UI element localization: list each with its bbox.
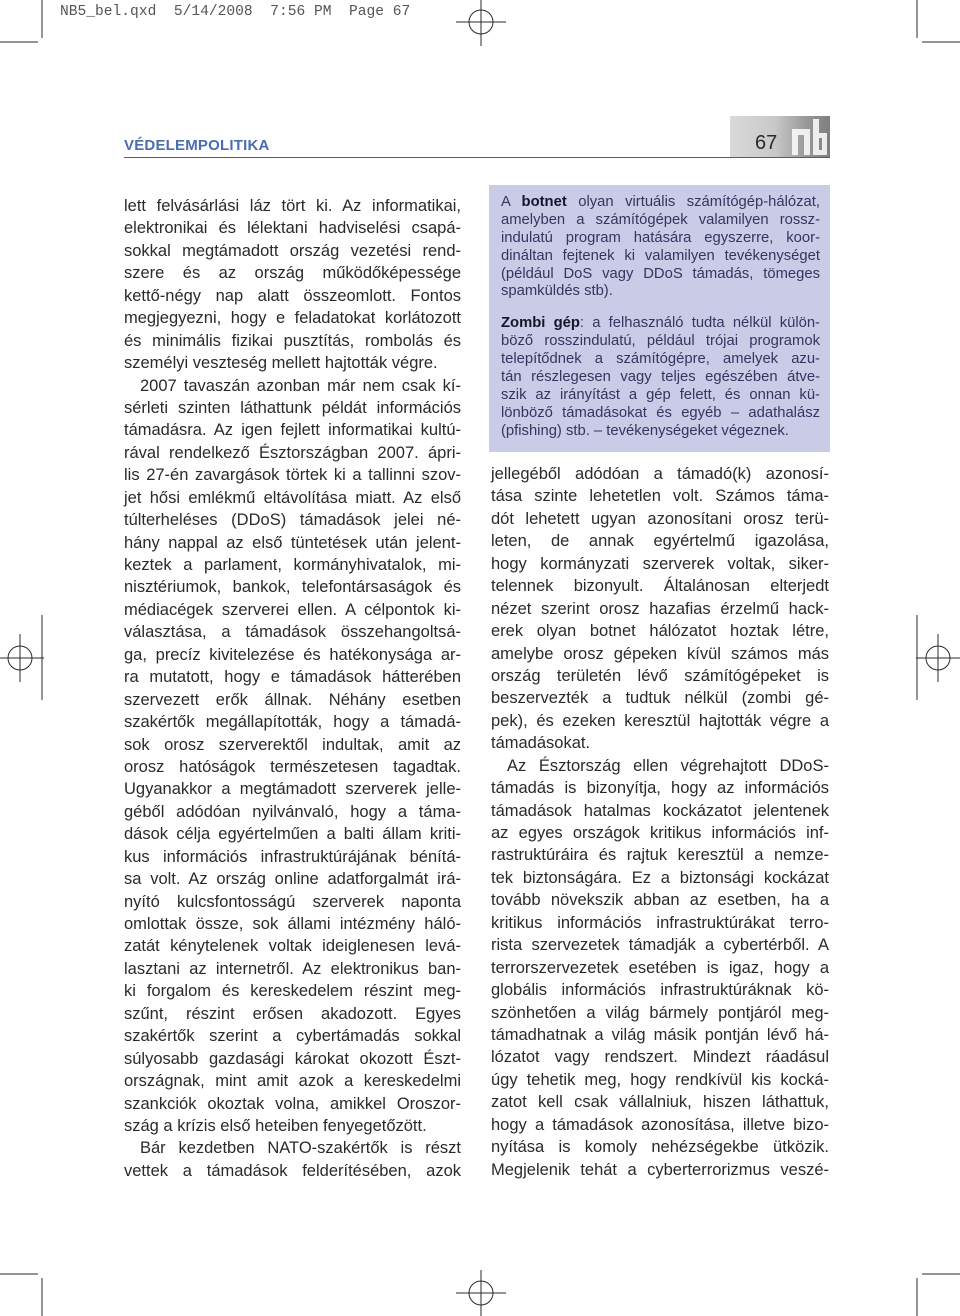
text-line: amelybe orosz gépeken kívül számos más <box>491 644 829 663</box>
text-line: Megjelenik tehát a cyberterrorizmus veszé- <box>491 1160 829 1179</box>
text-line: pek), és ezeken keresztül hajtották végre a <box>491 711 829 730</box>
logo-icon <box>790 117 830 157</box>
text-line: és minimális fizikai pusztítás, rombolás és <box>124 331 461 350</box>
text-line: szervezett erők állnak. Néhány esetben <box>124 690 461 709</box>
text-line: dások célja egyértelműen a balti állam kriti- <box>124 825 461 844</box>
text-line: Az Észtország ellen végrehajtott DDoS- <box>507 756 829 775</box>
text-line: szönhetően a világ bármely pontjáról meg- <box>491 1003 829 1022</box>
definition-line <box>501 194 820 212</box>
text-line: terrorszervezetek esetében is igaz, hogy a <box>491 958 829 977</box>
section-title: VÉDELEMPOLITIKA <box>124 137 270 154</box>
text-line: géből adódóan nyilvánvaló, hogy a táma- <box>124 802 461 821</box>
text-line: omlottak össze, sok állami intézmény háló- <box>124 915 461 933</box>
right-column <box>491 463 829 1181</box>
text-line: kettő-négy nap alatt összeomlott. Fontos <box>124 286 461 305</box>
text-line: szankciók okoztak volna, amikkel Oroszor- <box>124 1094 461 1113</box>
definition-line: amelyben a számítógépek valamilyen rossz- <box>501 211 820 228</box>
definition-line: lönböző támadásokat és egyéb – adathalász <box>501 404 820 421</box>
text-line: beszervezték a tudtuk nélkül (zombi gé- <box>491 689 829 708</box>
header-rule <box>124 157 830 158</box>
text-line: választása, a támadások összehangoltsá- <box>124 623 461 642</box>
text-line: megjegyezni, hogy e feladatokat korlátozott <box>124 309 461 328</box>
text-line: nézet szerint orosz hazafias érzelmű hack- <box>491 599 829 618</box>
text-line: jet hősi emlékmű eltávolítása miatt. Az első <box>124 488 461 507</box>
text-line: lis 27-én zavargások törtek ki a tallinni szov- <box>124 466 461 485</box>
text-line: keztek a parlament, kormányhivatalok, mi- <box>124 556 461 574</box>
definition-text: A <box>501 194 522 210</box>
text-line: hogy kormányzati szerverek voltak, siker- <box>491 554 829 573</box>
page-number: 67 <box>755 132 778 154</box>
registration-mark-bottom <box>456 1270 506 1316</box>
text-line: támadásra. Az igen fejlett informatikai kultú- <box>124 421 461 440</box>
text-line: rával rendelkező Észtországban 2007. ápri- <box>124 443 461 462</box>
text-line: szere és az ország működőképessége <box>124 264 461 283</box>
text-line: Ugyanakkor a megtámadott szerverek jelle- <box>124 780 461 799</box>
crop-mark-bottom-right <box>917 1274 960 1316</box>
paragraph <box>124 1137 461 1182</box>
definition-text: olyan virtuális számítógép-hálózat, <box>566 194 820 210</box>
definition-line <box>501 315 820 333</box>
definition-box <box>489 185 830 452</box>
registration-mark-right <box>916 615 960 700</box>
text-line: globális információs infrastruktúráknak kö- <box>491 981 829 1000</box>
paragraph <box>124 195 461 375</box>
definition-term: botnet <box>521 194 567 210</box>
text-line: elektronikai és lélektani hadviselési csapá- <box>124 219 461 238</box>
text-line: hány nappal az első tüntetések után jelent- <box>124 533 461 552</box>
text-line: dót lehetett ugyan azonosítani orosz terü- <box>491 509 829 528</box>
text-line: az egyes országok kritikus információs inf- <box>491 824 829 842</box>
text-line: médiacégek szerverei ellen. A célpontok ki- <box>124 600 461 619</box>
text-line: országnak, mint amit azok a kereskedelmi <box>124 1072 461 1091</box>
text-line: szakértők szerint a cybertámadás sokkal <box>124 1027 461 1046</box>
text-line: támadhatnak a világ másik pontján lévő há- <box>491 1025 829 1044</box>
text-line: nisztériumok, bankok, telefontársaságok és <box>124 578 461 597</box>
registration-mark-top <box>456 0 506 46</box>
text-line: ga, precíz kivitelezése és hatékonysága ar- <box>124 645 461 664</box>
definition-term: Zombi gép <box>501 315 580 332</box>
text-line: kritikus információs infrastruktúrákat terro- <box>491 913 829 932</box>
definition <box>501 315 820 440</box>
text-line: jellegéből adódóan a támadó(k) azonosí- <box>491 465 829 483</box>
text-line: lasztani az internetről. Az elektronikus ban- <box>124 959 461 978</box>
text-line: túlterheléses (DDoS) támadások jelei né- <box>124 511 461 530</box>
text-line: szakértők megállapították, hogy a támadá- <box>124 713 461 732</box>
text-line: tovább növekszik abban az esetben, ha a <box>491 891 829 910</box>
text-line: úgy tehetik meg, hogy rendkívül kis kocká- <box>491 1070 829 1089</box>
text-line: hogy a támadások azonosítása, illetve bizo- <box>491 1115 829 1134</box>
text-line: tek biztonságára. Ez a biztonsági kockázat <box>491 868 829 887</box>
text-line: orosz hatóságok természetesen tagadtak. <box>124 757 461 776</box>
paragraph <box>124 375 461 1138</box>
text-line: rista szervezetek támadják a cybertérből. A <box>491 936 829 955</box>
definition-line: dináltan fejtenek ki valamilyen tevékenységet <box>501 247 820 264</box>
text-line: 2007 tavaszán azonban már nem csak kí- <box>140 376 461 395</box>
crop-mark-top-left <box>0 0 42 42</box>
text-line: nyítása is komoly nehézségekbe ütközik. <box>491 1138 829 1157</box>
text-line: sérleti szinten láthattunk példát információs <box>124 398 461 417</box>
definition <box>501 194 820 301</box>
registration-mark-left <box>0 615 44 700</box>
definition-line: (pfishing) stb. – tevékenységeket végeznek. <box>501 422 789 439</box>
definition-line: telepítődnek a számítógépre, amelyek azu- <box>501 351 820 368</box>
definition-line: tán részlegesen vagy teljes egészében átve- <box>501 369 820 386</box>
text-line: személyi veszteség mellett hajtották végre. <box>124 354 438 373</box>
text-line: vettek a támadások felderítésében, azok <box>124 1161 461 1180</box>
text-line: támadás is bizonyítja, hogy az információs <box>491 779 829 798</box>
text-line: sokkal megtámadott ország vezetési rend- <box>124 241 461 260</box>
text-line: sa volt. Az ország online adatforgalmát irá- <box>124 870 461 889</box>
text-line: rastruktúráira és rajtuk keresztül a nemze- <box>491 846 829 865</box>
text-line: ki forgalom és kereskedelem részint meg- <box>124 982 461 1001</box>
left-column <box>124 195 461 1182</box>
text-line: támadásokat. <box>491 734 591 753</box>
text-line: erek olyan botnet hálózatot hoztak létre, <box>491 622 829 641</box>
text-line: zatát kénytelenek voltak ideiglenesen levá- <box>124 937 461 956</box>
crop-mark-top-right <box>917 0 960 42</box>
definition-text: : a felhasználó tudta nélkül külön- <box>579 315 820 332</box>
text-line: szág a krízis első heteiben fenyegetőzött. <box>124 1116 427 1135</box>
text-line: lett felvásárlási láz tört ki. Az informatikai, <box>124 197 461 215</box>
text-line: Bár kezdetben NATO-szakértők is részt <box>140 1139 461 1158</box>
paragraph <box>491 755 829 1181</box>
text-line: telennek bizonyult. Általánosan elterjedt <box>491 577 829 596</box>
text-line: zatot kell csak vállalniuk, hiszen láthattuk, <box>491 1093 829 1112</box>
text-line: támadások hatalmas kockázatot jelentenek <box>491 801 829 820</box>
page-number-box <box>730 116 830 157</box>
text-line: lózatot vagy rendszert. Mindezt ráadásul <box>491 1048 829 1067</box>
paragraph <box>491 463 829 755</box>
text-line: tása szinte lehetetlen volt. Számos táma- <box>491 487 829 506</box>
definition-line: böző rosszindulatú, például trójai programok <box>501 333 820 350</box>
definition-line: szik az irányítást a gép felett, és onnan kü- <box>501 386 820 403</box>
definition-line: indulatú program hatására egyszerre, koor- <box>501 229 820 246</box>
text-line: kus információs infrastruktúrájának bénítá- <box>124 847 461 866</box>
text-line: ország területén lévő számítógépeket is <box>491 666 829 685</box>
crop-mark-bottom-left <box>0 1274 42 1316</box>
definition-line: spamküldés stb). <box>501 283 613 300</box>
print-slug: NB5_bel.qxd 5/14/2008 7:56 PM Page 67 <box>60 4 411 20</box>
definition-line: (például DoS vagy DDoS támadás, tömeges <box>501 265 820 282</box>
text-line: sok orosz szerverektől indultak, amit az <box>124 735 461 754</box>
text-line: súlyosabb gazdasági károkat okozott Észt- <box>124 1049 461 1068</box>
text-line: szűnt, részint erősen akadozott. Egyes <box>124 1004 461 1023</box>
text-line: nyító kulcsfontosságú szerverek naponta <box>124 892 461 911</box>
text-line: ra mutatott, hogy e támadások hátterében <box>124 668 461 687</box>
text-line: leten, de annak egyértelmű igazolása, <box>491 532 829 551</box>
